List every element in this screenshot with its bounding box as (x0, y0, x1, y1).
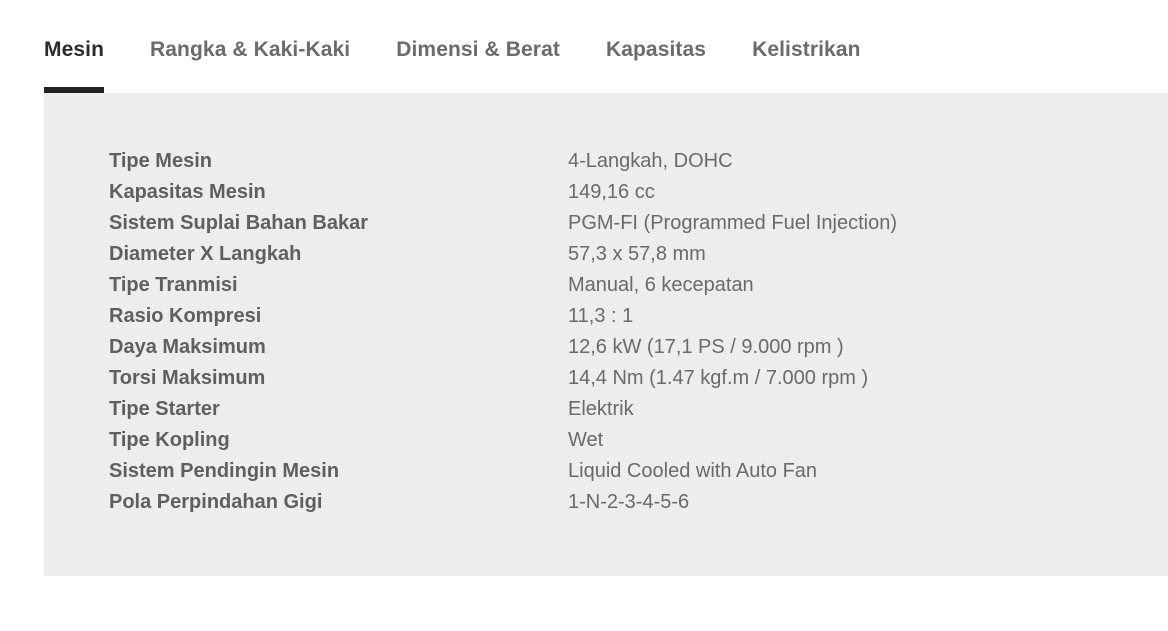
spec-tabs (44, 0, 907, 93)
spec-label: Rasio Kompresi (109, 305, 262, 327)
spec-label: Tipe Mesin (109, 150, 212, 172)
table-row (109, 301, 897, 332)
table-row (109, 487, 897, 518)
spec-value: 149,16 cc (568, 181, 655, 203)
spec-label: Torsi Maksimum (109, 367, 266, 389)
tab-dimensi-berat[interactable]: Dimensi & Berat (396, 38, 560, 61)
table-row (109, 425, 897, 456)
table-row (109, 208, 897, 239)
spec-value: Wet (568, 429, 604, 451)
tab-mesin[interactable]: Mesin (44, 0, 104, 93)
table-row (109, 177, 897, 208)
spec-value: 1-N-2-3-4-5-6 (568, 491, 690, 513)
spec-label: Kapasitas Mesin (109, 181, 266, 203)
table-row (109, 239, 897, 270)
table-row (109, 394, 897, 425)
spec-table (109, 146, 897, 518)
spec-panel (44, 93, 1168, 576)
table-row (109, 270, 897, 301)
tab-rangka-kaki-kaki[interactable]: Rangka & Kaki-Kaki (150, 38, 351, 61)
table-row (109, 146, 897, 177)
spec-label: Tipe Starter (109, 398, 220, 420)
spec-value: PGM-FI (Programmed Fuel Injection) (568, 212, 897, 234)
spec-value: 14,4 Nm (1.47 kgf.m / 7.000 rpm ) (568, 367, 869, 389)
spec-value: Elektrik (568, 398, 634, 420)
spec-label: Sistem Suplai Bahan Bakar (109, 212, 368, 234)
spec-label: Sistem Pendingin Mesin (109, 460, 340, 482)
table-row (109, 363, 897, 394)
spec-label: Daya Maksimum (109, 336, 266, 358)
spec-value: Liquid Cooled with Auto Fan (568, 460, 818, 482)
spec-value: 57,3 x 57,8 mm (568, 243, 706, 265)
spec-value: 11,3 : 1 (568, 305, 634, 327)
table-row (109, 332, 897, 363)
spec-label: Pola Perpindahan Gigi (109, 491, 323, 513)
spec-value: 4-Langkah, DOHC (568, 150, 733, 172)
spec-label: Tipe Tranmisi (109, 274, 238, 296)
tab-kelistrikan[interactable]: Kelistrikan (752, 38, 861, 61)
spec-label: Diameter X Langkah (109, 243, 302, 265)
spec-value: 12,6 kW (17,1 PS / 9.000 rpm ) (568, 336, 844, 358)
spec-label: Tipe Kopling (109, 429, 230, 451)
table-row (109, 456, 897, 487)
spec-value: Manual, 6 kecepatan (568, 274, 754, 296)
tab-kapasitas[interactable]: Kapasitas (605, 38, 707, 61)
